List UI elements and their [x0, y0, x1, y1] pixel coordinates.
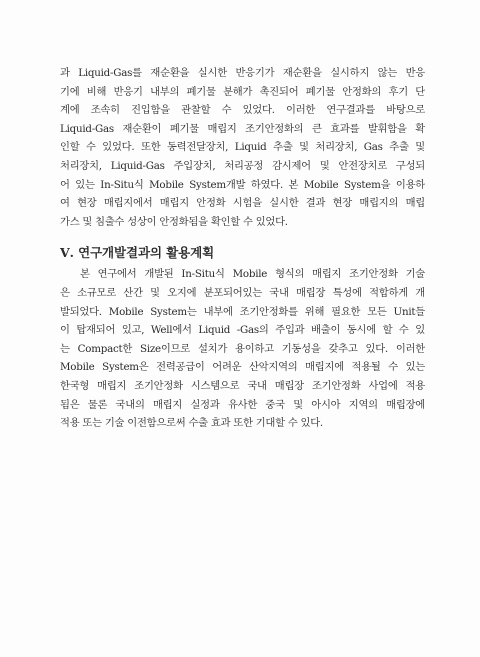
text-line: 어 있는 In-Situ식 Mobile System개발 하였다. 본 Mobile System을 이용하	[60, 178, 425, 191]
text-line: Liquid-Gas 재순환이 폐기물 매립지 조기안정화의 큰 효과를 발휘함을 확	[60, 122, 425, 135]
text-line: 됨은 물론 국내의 매립지 실정과 유사한 중국 및 아시아 지역의 매립장에	[60, 398, 425, 411]
text-line: Mobile System은 전력공급이 어려운 산악지역의 매립지에 적용될 수 있는	[60, 361, 425, 374]
text-line: 가스 및 침출수 성상이 안정화됨을 확인할 수 있었다.	[60, 215, 288, 228]
text-column	[60, 64, 425, 433]
text-line: 과 Liquid-Gas를 재순환을 실시한 반응기가 재순환을 실시하지 않는 반응	[60, 67, 425, 79]
paragraph-utilization-plan	[60, 265, 425, 432]
text-line: 처리장치, Liquid-Gas 주입장치, 처리공정 감시제어 및 안전장치로 구성되	[60, 159, 425, 172]
text-line: 계에 조속히 진입함을 관찰할 수 있었다. 이러한 연구결과를 바탕으로	[60, 104, 425, 117]
text-line: 본 연구에서 개발된 In-Situ식 Mobile 형식의 매립지 조기안정화 기술	[80, 268, 425, 281]
text-line: 적용 또는 기술 이전함으로써 수출 효과 또한 기대할 수 있다.	[60, 417, 323, 430]
text-line: 발되었다. Mobile System는 내부에 조기안정화를 위해 필요한 모든 Unit들	[60, 305, 425, 318]
text-line: 는 Compact한 Size이므로 설치가 용이하고 기동성을 갖추고 있다. 이러한	[60, 342, 425, 355]
text-line: 인할 수 있었다. 또한 동력전달장치, Liquid 추출 및 처리장치, Gas 추출 및	[60, 141, 425, 154]
text-line: 한국형 매립지 조기안정화 시스템으로 국내 매립장 조기안정화 사업에 적용	[60, 379, 425, 392]
text-line: 이 탑재되어 있고, Well에서 Liquid -Gas의 주입과 배출이 동시에 할 수 있	[60, 324, 425, 337]
paragraph-results-summary	[60, 64, 425, 231]
text-line: 여 현장 매립지에서 매립지 안정화 시험을 실시한 결과 현장 매립지의 매립	[60, 197, 425, 210]
text-line: 은 소규모로 산간 및 오지에 분포되어있는 국내 매립장 특성에 적합하게 개	[60, 286, 425, 299]
section-heading: Ⅴ. 연구개발결과의 활용계획	[60, 245, 215, 261]
text-line: 기에 비해 반응기 내부의 폐기물 분해가 촉진되어 폐기물 안정화의 후기 단	[60, 85, 425, 98]
